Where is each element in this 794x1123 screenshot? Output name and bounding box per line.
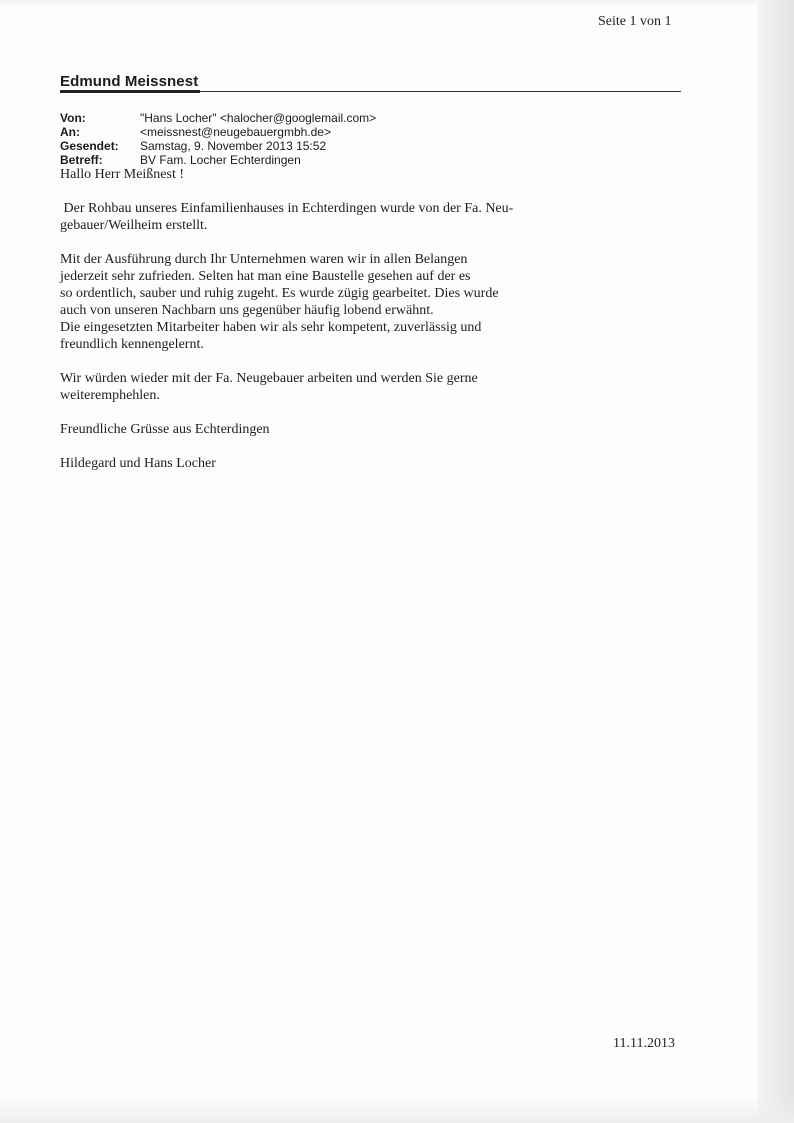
header-row-from [60, 111, 376, 125]
paragraph-3-line: weiteremphehlen. [60, 388, 160, 403]
page-number: Seite 1 von 1 [598, 14, 672, 29]
paragraph-2-line: freundlich kennengelernt. [60, 337, 204, 352]
from-label: Von: [60, 111, 86, 125]
from-value: "Hans Locher" <halocher@googlemail.com> [140, 111, 377, 125]
paragraph-2-line: Mit der Ausführung durch Ihr Unternehmen waren wir in allen Belangen [60, 252, 468, 267]
sent-value: Samstag, 9. November 2013 15:52 [140, 139, 327, 153]
email-header [60, 111, 376, 167]
header-row-to [60, 125, 376, 139]
subject-value: BV Fam. Locher Echterdingen [140, 153, 301, 167]
paragraph-3 [60, 370, 580, 404]
header-row-sent [60, 139, 376, 153]
sender-name: Edmund Meissnest [60, 73, 199, 90]
paragraph-1-line: gebauer/Weilheim erstellt. [60, 218, 208, 233]
scan-edge-bottom [0, 1097, 794, 1123]
greeting: Hallo Herr Meißnest ! [60, 167, 185, 182]
paragraph-2-line: Die eingesetzten Mitarbeiter haben wir als sehr kompetent, zuverlässig und [60, 320, 482, 335]
paragraph-2-line: auch von unseren Nachbarn uns gegenüber häufig lobend erwähnt. [60, 303, 434, 318]
paragraph-2-line: jederzeit sehr zufrieden. Selten hat man eine Baustelle gesehen auf der es [60, 269, 471, 284]
paragraph-1 [60, 200, 580, 234]
paragraph-2-line: so ordentlich, sauber und ruhig zugeht. Es wurde zügig gearbeitet. Dies wurde [60, 286, 499, 301]
to-label: An: [60, 125, 80, 139]
scan-edge-right [758, 0, 794, 1123]
subject-label: Betreff: [60, 153, 103, 167]
signature: Hildegard und Hans Locher [60, 456, 216, 471]
footer-date: 11.11.2013 [613, 1036, 675, 1051]
paragraph-1-line: Der Rohbau unseres Einfamilienhauses in Echterdingen wurde von der Fa. Neu- [60, 201, 514, 216]
header-rule-accent [60, 90, 200, 93]
to-value: <meissnest@neugebauergmbh.de> [140, 125, 331, 139]
closing: Freundliche Grüsse aus Echterdingen [60, 422, 270, 437]
email-body [60, 166, 580, 472]
paragraph-2 [60, 251, 580, 353]
sent-label: Gesendet: [60, 139, 119, 153]
scan-edge-top [0, 0, 794, 8]
paragraph-3-line: Wir würden wieder mit der Fa. Neugebauer arbeiten und werden Sie gerne [60, 371, 478, 386]
header-row-subject [60, 153, 376, 167]
